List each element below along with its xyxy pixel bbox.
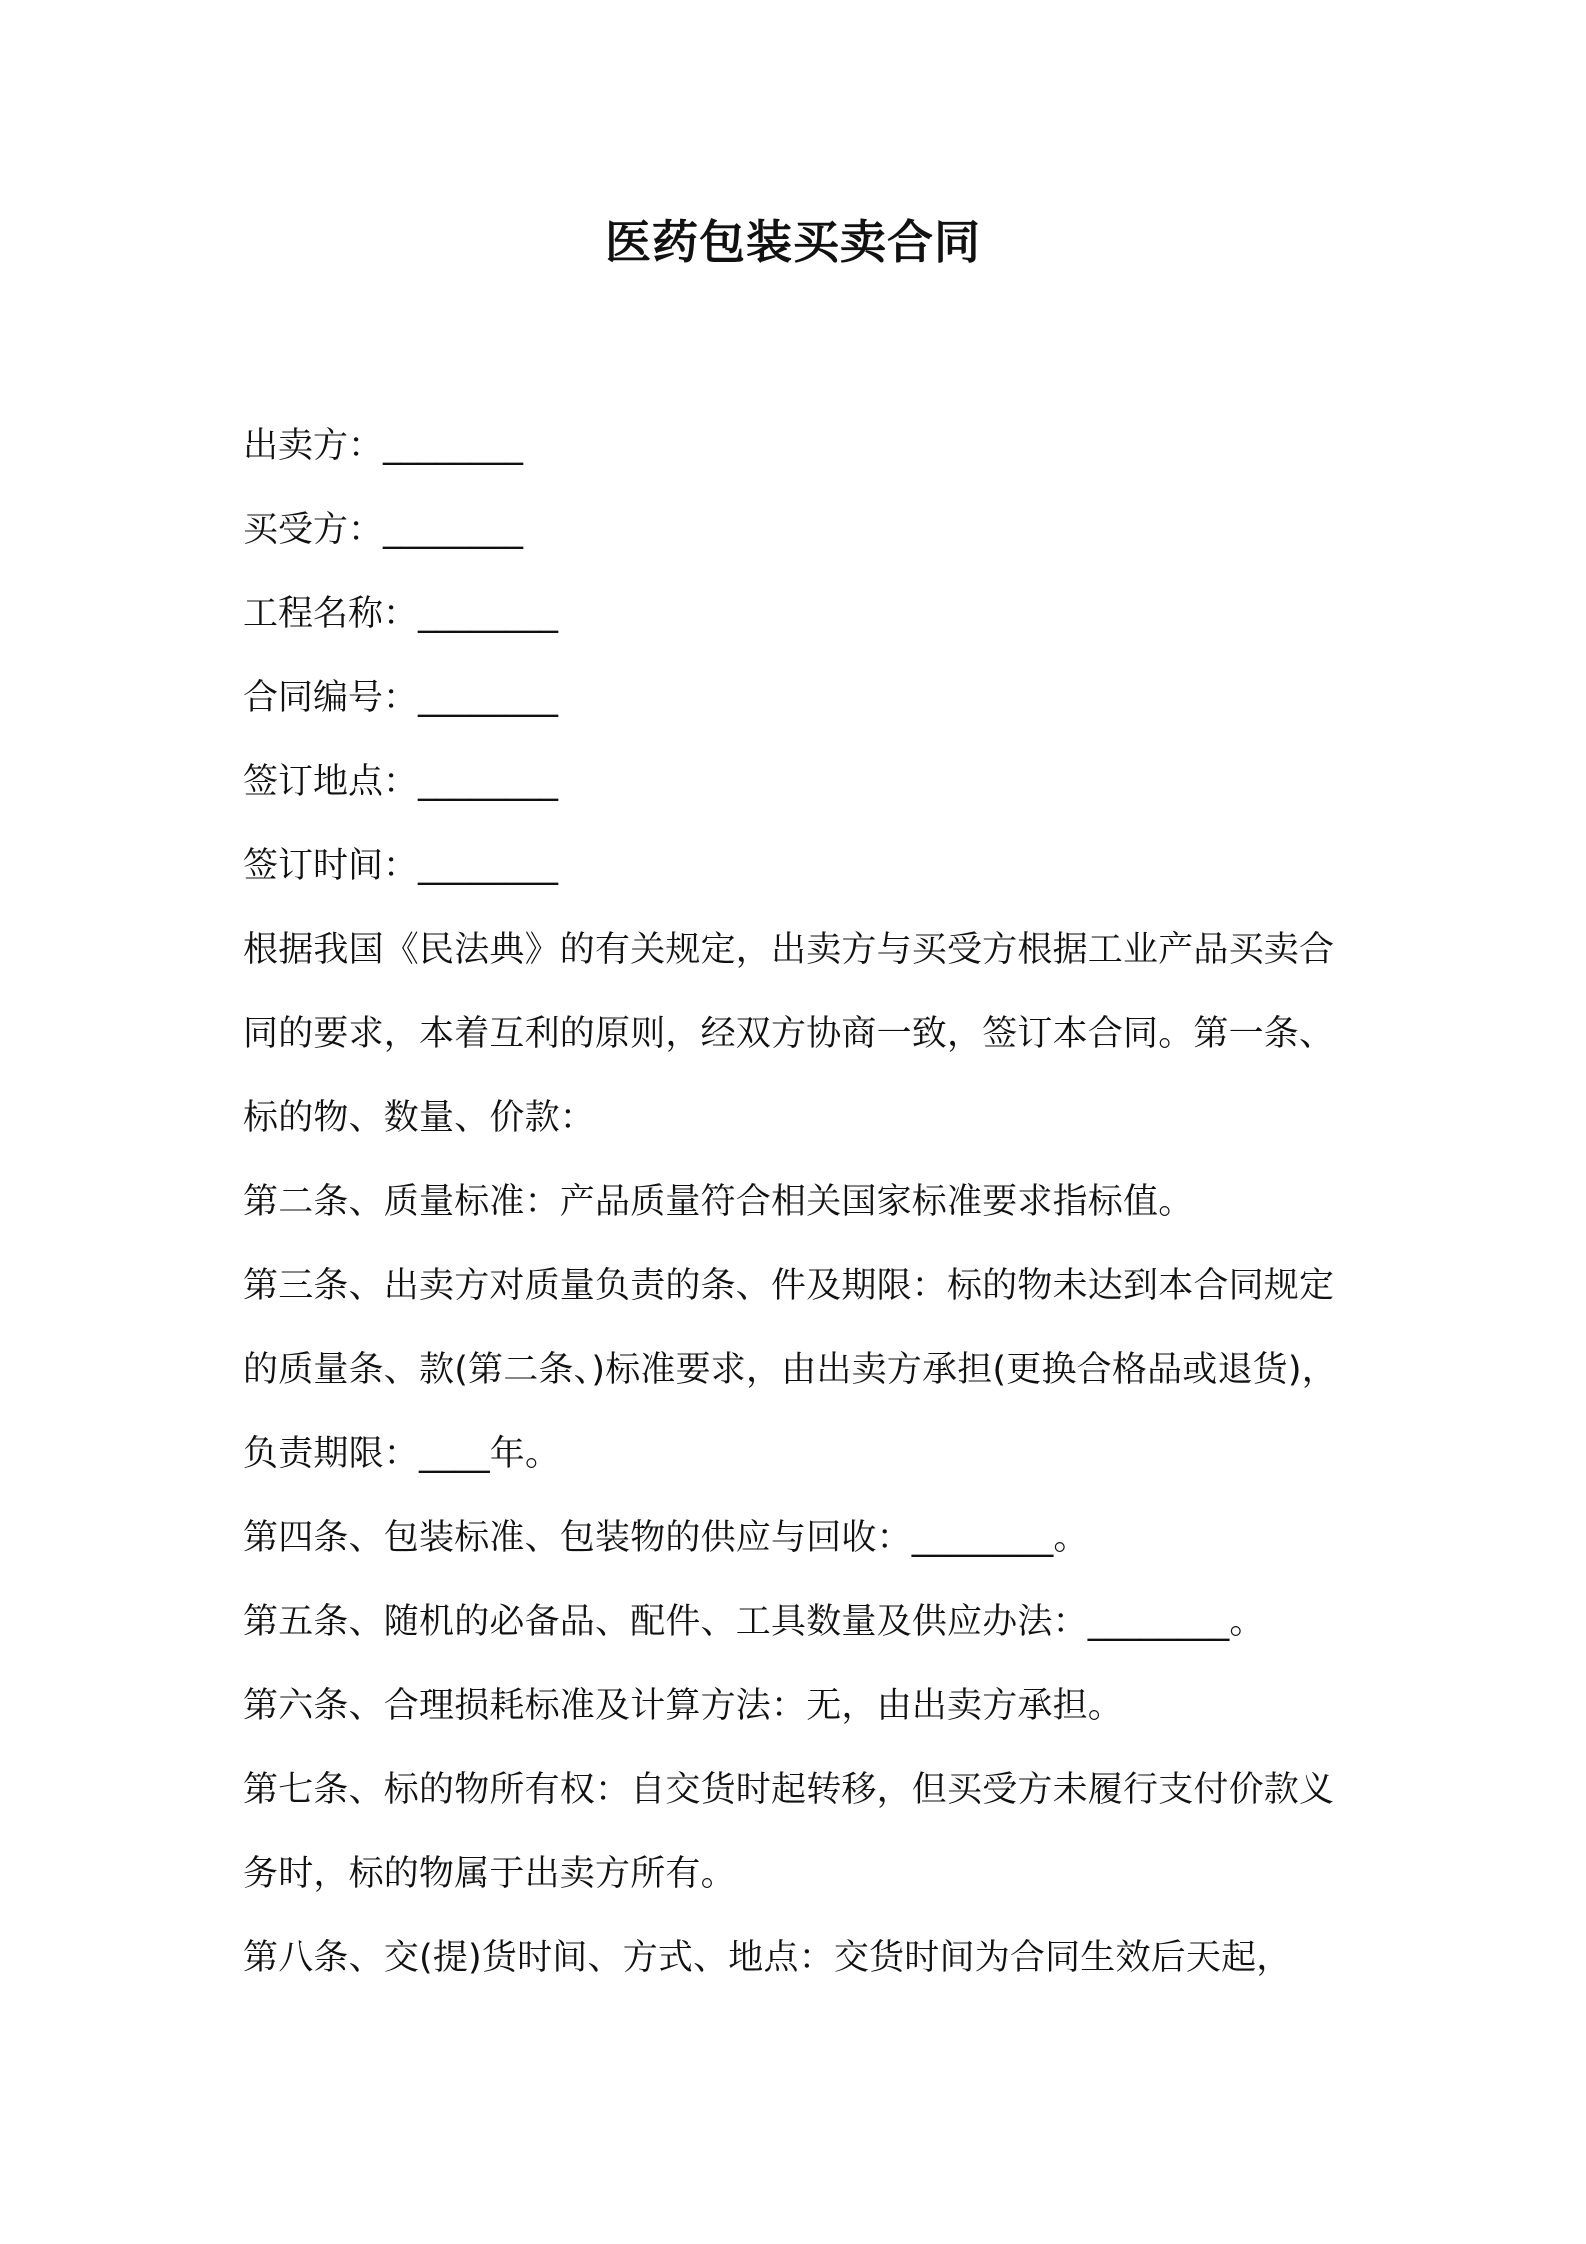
- document-body: [243, 404, 1355, 2000]
- field-seller: 出卖方：________: [243, 426, 524, 466]
- field-buyer: 买受方：________: [243, 510, 524, 550]
- field-project-name: 工程名称：________: [243, 594, 559, 634]
- paragraph-article-6: 第六条、合理损耗标准及计算方法：无，由出卖方承担。: [243, 1686, 1124, 1726]
- paragraph-article-3: 第三条、出卖方对质量负责的条、件及期限：标的物未达到本合同规定的质量条、款(第二条、)标准要求，由出卖方承担(更换合格品或退货)，负责期限：____年。: [243, 1266, 1337, 1474]
- paragraph-article-4: 第四条、包装标准、包装物的供应与回收：________。: [243, 1518, 1089, 1558]
- paragraph-preamble: 根据我国《民法典》的有关规定，出卖方与买受方根据工业产品买卖合同的要求，本着互利的原则，经双方协商一致，签订本合同。第一条、标的物、数量、价款：: [243, 930, 1335, 1138]
- field-signing-time: 签订时间：________: [243, 846, 559, 886]
- paragraph-article-2: 第二条、质量标准：产品质量符合相关国家标准要求指标值。: [243, 1182, 1194, 1222]
- field-contract-number: 合同编号：________: [243, 678, 559, 718]
- document-title: 医药包装买卖合同: [605, 215, 981, 269]
- field-signing-place: 签订地点：________: [243, 762, 559, 802]
- paragraph-article-8: 第八条、交(提)货时间、方式、地点：交货时间为合同生效后天起，: [243, 1938, 1292, 1978]
- paragraph-article-5: 第五条、随机的必备品、配件、工具数量及供应办法：________。: [243, 1602, 1265, 1642]
- paragraph-article-7: 第七条、标的物所有权：自交货时起转移，但买受方未履行支付价款义务时，标的物属于出卖方所有。: [243, 1770, 1335, 1894]
